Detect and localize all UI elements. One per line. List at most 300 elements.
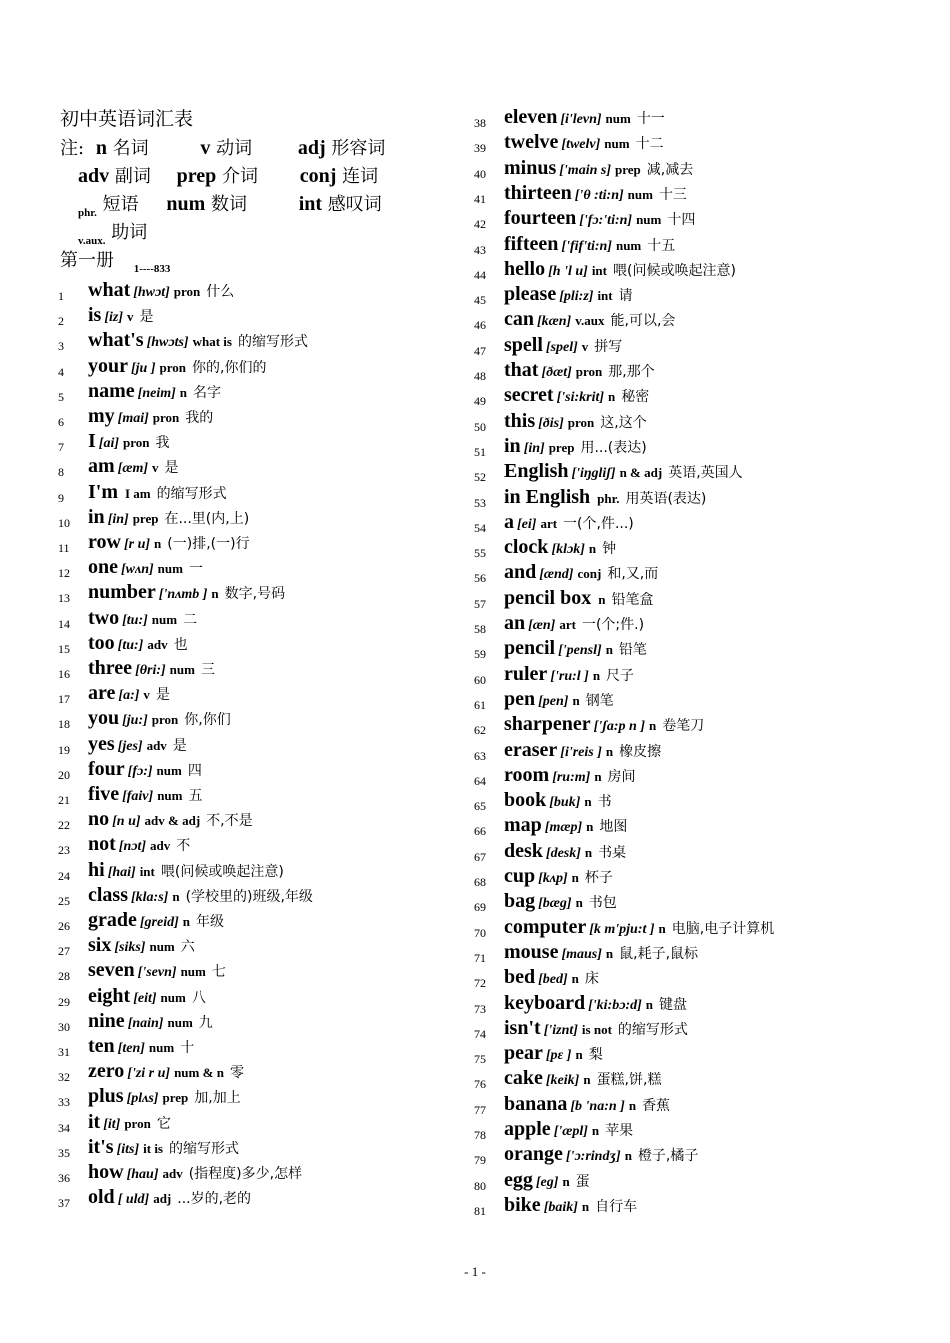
- entry-meaning: 零: [229, 1065, 244, 1082]
- entry-meaning: 卷笔刀: [662, 718, 705, 735]
- entry-number: 59: [474, 647, 486, 662]
- vocab-entry: [58, 682, 170, 707]
- entry-part-of-speech: n: [562, 1173, 570, 1189]
- entry-word: you: [88, 707, 120, 730]
- entry-phonetic: [hai]: [107, 864, 136, 880]
- legend-key-int: int: [298, 193, 323, 215]
- vocab-entry: [474, 157, 693, 182]
- entry-phonetic: [b 'nɑ:n ]: [570, 1098, 625, 1114]
- entry-part-of-speech: n: [584, 794, 592, 810]
- entry-meaning: 你,你们: [184, 712, 231, 729]
- legend-val-vaux: 助词: [111, 222, 148, 243]
- entry-part-of-speech: v: [127, 309, 134, 325]
- vocab-entry: [58, 733, 187, 758]
- entry-meaning: 的缩写形式: [169, 1140, 239, 1157]
- entry-number: 75: [474, 1052, 486, 1067]
- vocab-entry: [474, 789, 612, 814]
- vocab-entry: [58, 481, 227, 506]
- vocab-entry: [474, 233, 675, 258]
- vocab-entry: [474, 511, 634, 536]
- entry-meaning: 三: [200, 662, 215, 678]
- vocab-entry: [58, 1085, 241, 1110]
- entry-word: egg: [504, 1168, 533, 1191]
- entry-number: 28: [58, 969, 70, 984]
- entry-word: no: [88, 808, 110, 831]
- entry-meaning: 秘密: [621, 389, 650, 406]
- vocab-entry: [58, 985, 206, 1010]
- legend-val-phr: 短语: [102, 194, 139, 215]
- entry-word: eleven: [504, 106, 558, 128]
- legend-key-adv: adv: [78, 165, 110, 187]
- vocab-entry: [474, 384, 649, 409]
- entry-number: 18: [58, 717, 70, 732]
- entry-part-of-speech: n: [182, 914, 191, 929]
- vocab-entry: [474, 739, 661, 764]
- entry-meaning: 的缩写形式: [237, 334, 308, 351]
- vocab-entry: [58, 1111, 171, 1136]
- entry-number: 13: [58, 591, 70, 606]
- entry-part-of-speech: n: [211, 586, 219, 602]
- entry-meaning: 苹果: [605, 1123, 634, 1139]
- entry-word: name: [88, 379, 135, 402]
- entry-word: old: [88, 1186, 115, 1209]
- entry-meaning: 的缩写形式: [617, 1021, 688, 1038]
- vocab-entry: [58, 808, 253, 833]
- entry-part-of-speech: adv: [162, 1166, 183, 1181]
- entry-meaning: 鼠,耗子,鼠标: [619, 945, 699, 962]
- entry-word: too: [88, 631, 115, 654]
- vocab-entry: [474, 334, 622, 359]
- entry-part-of-speech: num & n: [174, 1065, 224, 1081]
- legend-line-4: [78, 218, 148, 247]
- entry-number: 50: [474, 419, 486, 434]
- vocab-entry: [58, 884, 313, 909]
- entry-meaning: 十二: [635, 136, 664, 153]
- entry-number: 49: [474, 394, 486, 409]
- entry-meaning: 在...里(内,上): [164, 510, 250, 527]
- entry-part-of-speech: v: [581, 338, 589, 354]
- entry-part-of-speech: num: [605, 111, 631, 126]
- entry-part-of-speech: n: [588, 541, 597, 557]
- vocab-entry: [58, 581, 285, 606]
- entry-phonetic: [desk]: [545, 845, 581, 861]
- entry-number: 20: [58, 767, 70, 782]
- entry-number: 17: [58, 692, 70, 707]
- entry-part-of-speech: is not: [581, 1021, 612, 1037]
- vocab-entry: [58, 455, 179, 480]
- entry-part-of-speech: I am: [125, 485, 151, 501]
- entry-number: 29: [58, 994, 70, 1009]
- entry-word: grade: [88, 909, 137, 931]
- entry-number: 33: [58, 1095, 70, 1110]
- legend-note: 注:: [60, 138, 85, 159]
- entry-phonetic: [bed]: [538, 972, 568, 988]
- entry-word: a: [504, 510, 514, 533]
- entry-number: 57: [474, 596, 486, 611]
- entry-number: 1: [58, 289, 64, 303]
- entry-number: 44: [474, 267, 486, 282]
- entry-part-of-speech: pron: [159, 359, 186, 375]
- entry-part-of-speech: n: [605, 642, 613, 658]
- vocab-entry: [474, 131, 664, 156]
- vocab-entry: [474, 992, 687, 1017]
- vocab-entry: [58, 934, 195, 959]
- entry-phonetic: ['main s]: [559, 162, 611, 178]
- entry-part-of-speech: n: [592, 667, 601, 683]
- entry-word: yes: [88, 732, 115, 755]
- entry-word: computer: [504, 915, 587, 938]
- entry-part-of-speech: n: [645, 996, 654, 1012]
- vocab-entry: [58, 1161, 302, 1186]
- entry-part-of-speech: prep: [548, 439, 575, 455]
- entry-meaning: 二: [183, 611, 198, 628]
- entry-word: hi: [88, 858, 105, 881]
- entry-phonetic: [twelv]: [561, 137, 601, 153]
- entry-meaning: 是: [139, 309, 154, 326]
- entry-phonetic: [nain]: [127, 1015, 164, 1031]
- entry-phonetic: ['nʌmb ]: [158, 587, 208, 603]
- entry-number: 9: [58, 490, 64, 505]
- entry-phonetic: [ɑ:]: [118, 688, 140, 704]
- entry-phonetic: [in]: [523, 440, 545, 456]
- entry-phonetic: ['zi r u]: [127, 1066, 171, 1082]
- entry-word: zero: [88, 1060, 125, 1083]
- entry-part-of-speech: art: [559, 617, 576, 632]
- entry-word: my: [88, 405, 115, 427]
- entry-part-of-speech: phr.: [597, 490, 620, 506]
- entry-meaning: 和,又,而: [607, 566, 659, 583]
- entry-meaning: 是: [164, 460, 179, 477]
- entry-number: 45: [474, 293, 486, 308]
- vocab-entry: [474, 106, 665, 131]
- entry-phonetic: [k m'pju:t ]: [589, 921, 655, 937]
- entry-part-of-speech: n: [598, 591, 606, 607]
- entry-word: minus: [504, 156, 557, 179]
- vocab-entry: [58, 279, 234, 304]
- entry-meaning: 它: [156, 1115, 171, 1132]
- entry-part-of-speech: pron: [575, 364, 603, 379]
- vocab-entry: [58, 657, 215, 682]
- entry-meaning: 十: [180, 1040, 195, 1056]
- vocab-entry: [474, 1194, 637, 1219]
- entry-word: English: [504, 460, 569, 483]
- entry-phonetic: [greid]: [139, 915, 179, 930]
- entry-number: 80: [474, 1178, 486, 1193]
- vocab-entry: [474, 966, 599, 991]
- entry-part-of-speech: pron: [123, 435, 150, 451]
- entry-part-of-speech: it is: [143, 1140, 163, 1156]
- entry-part-of-speech: int: [597, 288, 613, 304]
- vocab-entry: [474, 1017, 688, 1042]
- entry-word: book: [504, 789, 547, 812]
- legend-val-n: 名词: [112, 138, 149, 159]
- entry-word: row: [88, 531, 121, 553]
- entry-number: 56: [474, 571, 486, 586]
- entry-part-of-speech: v: [143, 687, 150, 703]
- entry-meaning: 十一: [636, 111, 665, 127]
- entry-meaning: 一(个,件...): [563, 515, 634, 532]
- entry-word: what: [88, 279, 131, 301]
- vocab-entry: [58, 1060, 244, 1085]
- entry-word: eight: [88, 984, 131, 1007]
- entry-number: 66: [474, 824, 486, 839]
- vocab-entry: [474, 688, 614, 713]
- vocab-entry: [58, 1136, 239, 1161]
- entry-word: it's: [88, 1135, 114, 1158]
- vocab-entry: [474, 840, 626, 865]
- entry-word: in English: [504, 485, 591, 508]
- entry-number: 51: [474, 444, 486, 459]
- entry-phonetic: [i'levn]: [560, 112, 602, 127]
- vocab-entry: [58, 430, 170, 455]
- entry-phonetic: [θri:]: [135, 663, 166, 678]
- entry-part-of-speech: n: [648, 718, 657, 734]
- vocab-entry: [474, 890, 617, 915]
- entry-part-of-speech: num: [180, 964, 206, 980]
- entry-part-of-speech: pron: [151, 712, 179, 728]
- entry-phonetic: [ænd]: [539, 567, 574, 583]
- entry-word: twelve: [504, 131, 559, 154]
- legend-key-prep: prep: [176, 165, 217, 187]
- entry-part-of-speech: pron: [124, 1115, 151, 1131]
- legend-val-num: 数词: [210, 194, 247, 215]
- entry-meaning: 是: [155, 687, 170, 704]
- entry-number: 42: [474, 217, 486, 232]
- entry-number: 21: [58, 793, 70, 807]
- entry-word: ten: [88, 1035, 115, 1057]
- entry-part-of-speech: v.aux: [575, 313, 605, 329]
- legend-key-adj: adj: [297, 137, 326, 159]
- entry-word: pen: [504, 687, 536, 710]
- entry-meaning: 十四: [667, 212, 696, 229]
- page-number: - 1 -: [464, 1264, 486, 1279]
- vocab-entry: [474, 460, 743, 485]
- entry-meaning: (学校里的)班级,年级: [185, 888, 313, 905]
- entry-meaning: 自行车: [595, 1198, 638, 1215]
- entry-number: 12: [58, 566, 70, 581]
- entry-number: 63: [474, 748, 486, 763]
- entry-phonetic: [hwɔts]: [146, 335, 189, 351]
- entry-phonetic: [hwɔt]: [133, 285, 170, 300]
- entry-phonetic: [klɔk]: [551, 542, 585, 558]
- vocab-entry: [474, 283, 633, 308]
- entry-phonetic: ['si:krit]: [556, 390, 605, 406]
- entry-part-of-speech: adv: [147, 636, 168, 652]
- book-heading: [60, 246, 171, 275]
- entry-number: 36: [58, 1171, 70, 1185]
- legend-line-1: [60, 134, 385, 160]
- legend-val-adj: 形容词: [331, 138, 386, 159]
- entry-meaning: 请: [618, 288, 633, 305]
- entry-number: 79: [474, 1153, 486, 1168]
- entry-word: bike: [504, 1193, 541, 1216]
- entry-word: is: [88, 304, 102, 327]
- entry-phonetic: [ðæt]: [541, 365, 572, 380]
- entry-word: please: [504, 283, 557, 306]
- entry-meaning: 书: [597, 794, 612, 811]
- entry-word: in: [504, 434, 521, 457]
- entry-phonetic: [plʌs]: [126, 1091, 159, 1107]
- entry-part-of-speech: n: [572, 692, 580, 708]
- entry-number: 40: [474, 166, 486, 181]
- entry-word: keyboard: [504, 991, 586, 1014]
- entry-word: I: [88, 430, 96, 453]
- entry-phonetic: [eit]: [133, 990, 157, 1006]
- vocab-entry: [474, 713, 704, 738]
- entry-meaning: 钟: [602, 541, 617, 558]
- entry-part-of-speech: adv: [146, 737, 167, 753]
- legend-key-conj: conj: [299, 165, 337, 187]
- legend-val-conj: 连词: [342, 166, 379, 187]
- entry-part-of-speech: num: [151, 611, 178, 627]
- entry-number: 74: [474, 1026, 486, 1041]
- vocab-entry: [474, 1093, 670, 1118]
- entry-word: number: [88, 581, 156, 604]
- entry-meaning: 橙子,橘子: [637, 1148, 699, 1165]
- entry-word: in: [88, 505, 105, 528]
- entry-part-of-speech: n: [594, 768, 602, 784]
- vocab-entry: [58, 556, 203, 581]
- entry-word: four: [88, 757, 125, 780]
- entry-word: am: [88, 455, 115, 478]
- entry-number: 26: [58, 919, 70, 933]
- vocab-entry: [474, 561, 658, 586]
- entry-meaning: 的缩写形式: [156, 485, 227, 502]
- entry-word: cake: [504, 1067, 543, 1090]
- entry-meaning: 铅笔盒: [611, 591, 654, 608]
- entry-word: sharpener: [504, 713, 591, 736]
- entry-meaning: (一)排,(一)行: [167, 536, 250, 552]
- entry-number: 25: [58, 893, 70, 908]
- entry-part-of-speech: int: [591, 262, 607, 278]
- entry-number: 54: [474, 520, 486, 535]
- legend-line-2: [78, 162, 378, 188]
- entry-phonetic: [tu:]: [117, 637, 144, 653]
- entry-phonetic: [mai]: [117, 411, 149, 426]
- vocab-entry: [474, 916, 774, 941]
- vocab-entry: [474, 663, 634, 688]
- entry-number: 34: [58, 1120, 70, 1135]
- entry-word: two: [88, 606, 120, 629]
- entry-number: 35: [58, 1145, 70, 1160]
- entry-phonetic: ['sevn]: [137, 965, 177, 981]
- entry-number: 37: [58, 1196, 70, 1211]
- entry-meaning: 是: [172, 737, 187, 754]
- entry-word: pencil box: [504, 586, 592, 609]
- entry-number: 81: [474, 1203, 486, 1218]
- entry-meaning: 尺子: [606, 667, 635, 684]
- entry-phonetic: [maus]: [561, 946, 602, 962]
- entry-number: 46: [474, 318, 486, 333]
- vocab-entry: [474, 612, 644, 637]
- entry-meaning: 梨: [588, 1047, 603, 1064]
- entry-meaning: 香蕉: [642, 1097, 671, 1114]
- vocab-entry: [474, 814, 627, 839]
- entry-word: eraser: [504, 738, 558, 761]
- vocab-entry: [58, 1186, 251, 1211]
- entry-part-of-speech: num: [627, 186, 653, 202]
- entry-meaning: 拼写: [594, 338, 623, 355]
- entry-meaning: 地图: [599, 819, 628, 836]
- vocab-entry: [474, 1067, 661, 1092]
- entry-part-of-speech: int: [139, 863, 155, 879]
- entry-word: plus: [88, 1085, 124, 1108]
- entry-part-of-speech: n: [608, 389, 616, 405]
- entry-part-of-speech: n: [605, 743, 614, 759]
- entry-part-of-speech: num: [157, 561, 183, 577]
- vocab-entry: [474, 865, 613, 890]
- entry-phonetic: ['ɔ:rindʒ]: [565, 1149, 621, 1165]
- entry-word: can: [504, 308, 534, 331]
- entry-phonetic: [ai]: [98, 436, 120, 452]
- vocab-entry: [474, 1042, 603, 1067]
- entry-phonetic: [ten]: [117, 1041, 145, 1056]
- entry-number: 58: [474, 622, 486, 636]
- entry-phonetic: ['θ :ti:n]: [574, 187, 624, 203]
- vocab-entry: [58, 405, 213, 430]
- entry-phonetic: [it]: [103, 1116, 121, 1132]
- entry-part-of-speech: num: [636, 212, 662, 228]
- entry-phonetic: [siks]: [114, 940, 146, 956]
- entry-word: I'm: [88, 480, 118, 503]
- entry-meaning: 橡皮擦: [619, 743, 662, 760]
- entry-meaning: 八: [191, 989, 206, 1006]
- entry-part-of-speech: n: [591, 1123, 600, 1138]
- vocab-entry: [58, 632, 188, 657]
- entry-part-of-speech: num: [149, 939, 175, 955]
- legend-key-v: v: [200, 137, 211, 159]
- legend-val-int: 感叹词: [327, 194, 382, 215]
- entry-word: class: [88, 883, 128, 906]
- entry-meaning: 键盘: [659, 996, 688, 1013]
- entry-meaning: ...岁的,老的: [177, 1191, 252, 1208]
- entry-meaning: 年级: [196, 914, 225, 930]
- entry-phonetic: [buk]: [549, 795, 581, 811]
- entry-word: an: [504, 612, 526, 634]
- entry-phonetic: [i'reis ]: [560, 744, 602, 760]
- entry-phonetic: ['ʃɑ:p n ]: [593, 719, 645, 735]
- entry-number: 5: [58, 389, 64, 404]
- entry-phonetic: [pen]: [538, 693, 569, 709]
- vocab-entry: [474, 764, 636, 789]
- entry-meaning: 英语,英国人: [668, 465, 743, 482]
- entry-phonetic: ['æpl]: [553, 1124, 588, 1139]
- entry-part-of-speech: adv & adj: [144, 813, 201, 829]
- entry-phonetic: ['pensl]: [558, 643, 602, 659]
- entry-part-of-speech: n & adj: [619, 465, 663, 481]
- entry-meaning: 喂(问候或唤起注意): [612, 262, 736, 279]
- entry-phonetic: [ru:m]: [552, 769, 591, 785]
- entry-word: six: [88, 934, 112, 957]
- entry-phonetic: [iz]: [104, 310, 124, 326]
- entry-phonetic: [kæn]: [537, 314, 572, 330]
- entry-part-of-speech: conj: [577, 566, 602, 582]
- entry-number: 67: [474, 849, 486, 864]
- entry-word: pear: [504, 1042, 543, 1065]
- vocab-entry: [474, 1143, 698, 1168]
- vocab-entry: [58, 355, 266, 380]
- entry-number: 30: [58, 1019, 70, 1034]
- entry-phonetic: ['ru:l ]: [550, 668, 589, 684]
- entry-part-of-speech: prep: [132, 510, 159, 526]
- entry-phonetic: [ju:]: [122, 713, 148, 729]
- entry-number: 16: [58, 667, 70, 681]
- entry-part-of-speech: n: [583, 1072, 591, 1088]
- entry-meaning: 四: [187, 762, 202, 779]
- entry-meaning: 不,不是: [206, 813, 253, 830]
- legend-key-vaux: v.aux.: [78, 235, 106, 247]
- vocab-entry: [474, 258, 736, 283]
